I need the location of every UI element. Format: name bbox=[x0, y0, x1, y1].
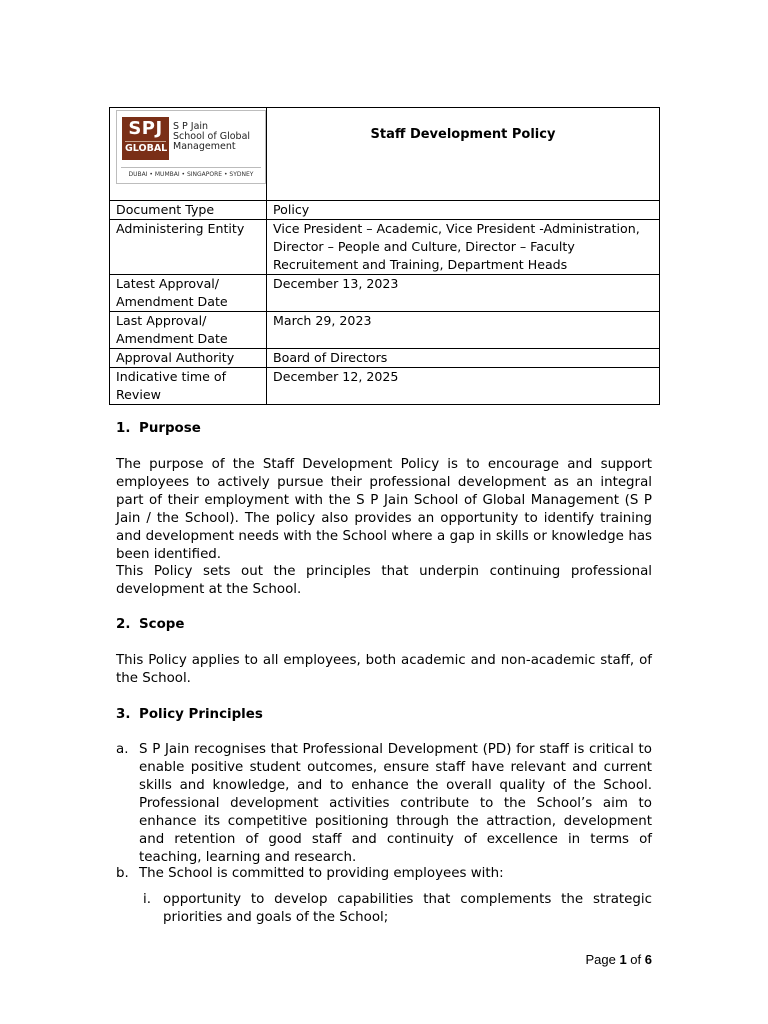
section-number: 1. bbox=[116, 421, 131, 436]
meta-value: December 12, 2025 bbox=[267, 368, 660, 405]
table-row bbox=[110, 312, 660, 349]
logo-mark-top: SPJ bbox=[128, 118, 163, 139]
list-item bbox=[116, 865, 652, 883]
table-row bbox=[110, 349, 660, 368]
sub-list-item bbox=[143, 891, 652, 927]
title-cell bbox=[267, 108, 660, 201]
list-marker: a. bbox=[116, 742, 129, 757]
meta-value: Policy bbox=[267, 201, 660, 220]
logo-name-line: Management bbox=[173, 141, 236, 152]
footer-total-pages: 6 bbox=[644, 952, 652, 967]
meta-value: December 13, 2023 bbox=[267, 275, 660, 312]
meta-key: Latest Approval/ Amendment Date bbox=[110, 275, 267, 312]
table-header-row bbox=[110, 108, 660, 201]
section-heading-policy-principles bbox=[116, 706, 263, 724]
footer-current-page: 1 bbox=[619, 952, 627, 967]
list-item-text: opportunity to develop capabilities that complements the strategic priorities and goals of the School; bbox=[163, 892, 652, 925]
section-heading-scope bbox=[116, 616, 184, 634]
logo-mark bbox=[122, 117, 169, 160]
list-marker: b. bbox=[116, 866, 129, 881]
list-item-text: S P Jain recognises that Professional Development (PD) for staff is critical to enable positive student outcomes, ensure staff have relevant and current skills and knowledge, and to enhance the overall quality of the School. Professional development activities contribute to the School’s aim to enhance its competitive positioning through the attraction, development and retention of good staff and continuity of excellence in terms of teaching, learning and research. bbox=[139, 742, 652, 865]
list-item-text: The School is committed to providing employees with: bbox=[139, 866, 504, 881]
logo-mark-bottom: GLOBAL bbox=[125, 143, 168, 154]
meta-key: Approval Authority bbox=[110, 349, 267, 368]
table-row bbox=[110, 368, 660, 405]
logo-school-name bbox=[173, 122, 263, 152]
meta-key: Document Type bbox=[110, 201, 267, 220]
logo-divider bbox=[121, 167, 261, 168]
scope-paragraph: This Policy applies to all employees, both academic and non-academic staff, of the School. bbox=[116, 653, 652, 686]
section-title: Policy Principles bbox=[139, 707, 263, 722]
meta-value: Vice President – Academic, Vice President -Administration, Director – People and Culture, Director – Faculty Recruitement and Training, Department Heads bbox=[267, 220, 660, 275]
logo-name-line: School of Global bbox=[173, 131, 251, 142]
table-row bbox=[110, 275, 660, 312]
table-row bbox=[110, 220, 660, 275]
purpose-paragraph: The purpose of the Staff Development Policy is to encourage and support employees to actively pursue their professional development as an integral part of their employment with the S P Jain School of Global Management (S P Jain / the School). The policy also provides an opportunity to identify training and development needs with the School where a gap in skills or knowledge has been identified. bbox=[116, 457, 652, 562]
section-title: Scope bbox=[139, 617, 185, 632]
meta-key: Administering Entity bbox=[110, 220, 267, 275]
table-row bbox=[110, 201, 660, 220]
list-marker: i. bbox=[143, 892, 151, 907]
section-title: Purpose bbox=[139, 421, 201, 436]
document-title: Staff Development Policy bbox=[370, 127, 556, 142]
school-logo bbox=[116, 110, 266, 184]
purpose-paragraph: This Policy sets out the principles that underpin continuing professional development at the School. bbox=[116, 564, 652, 597]
section-number: 3. bbox=[116, 707, 131, 722]
footer-of: of bbox=[630, 952, 642, 967]
meta-value: Board of Directors bbox=[267, 349, 660, 368]
logo-cell bbox=[110, 108, 267, 201]
section-number: 2. bbox=[116, 617, 131, 632]
footer-prefix: Page bbox=[585, 952, 616, 967]
list-item bbox=[116, 741, 652, 867]
meta-key: Indicative time of Review bbox=[110, 368, 267, 405]
page-footer bbox=[560, 952, 652, 968]
logo-cities: DUBAI • MUMBAI • SINGAPORE • SYDNEY bbox=[128, 171, 254, 178]
meta-key: Last Approval/ Amendment Date bbox=[110, 312, 267, 349]
section-heading-purpose bbox=[116, 420, 201, 438]
logo-name-line: S P Jain bbox=[173, 121, 209, 132]
meta-value: March 29, 2023 bbox=[267, 312, 660, 349]
policy-info-table bbox=[109, 107, 660, 405]
